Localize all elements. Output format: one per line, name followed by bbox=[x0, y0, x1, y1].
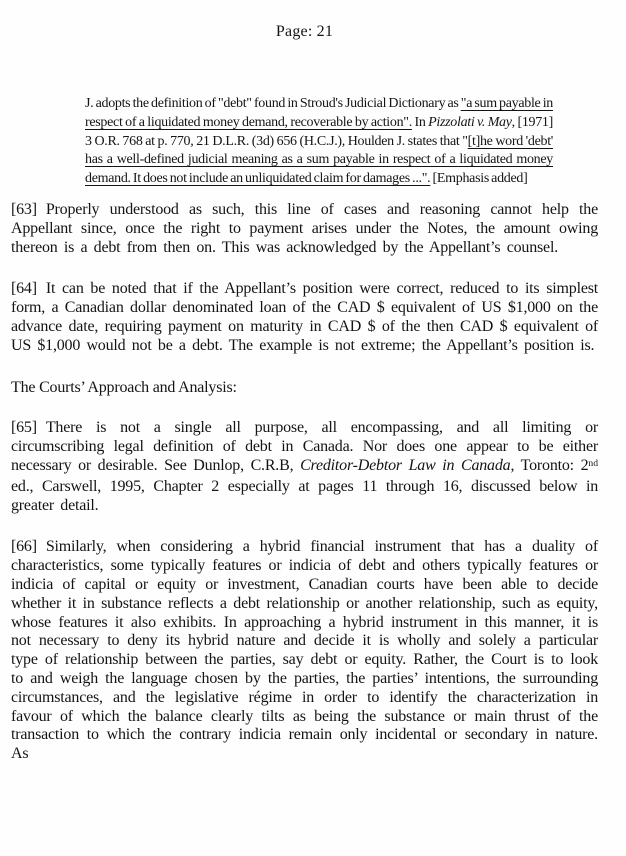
quote-text: In bbox=[411, 114, 429, 130]
quote-underlined-definition: "a sum payable in respect of a liquidated money demand, recoverable by action". bbox=[85, 96, 553, 130]
paragraph-number: [65] bbox=[11, 419, 37, 437]
paragraph-number: [63] bbox=[11, 200, 37, 218]
paragraph-text: Properly understood as such, this line of cases and reasoning cannot help the Appellant since, once the right to payment arises under the Notes, the amount owing thereon is a debt from then on. This was acknowledged by the Appellant’s counsel. bbox=[11, 200, 598, 256]
paragraph-63 bbox=[11, 201, 598, 257]
quote-text: , [1971] 3 O.R. 768 at p. 770, 21 D.L.R. (3d) 656 (H.C.J.), Houlden J. states that " bbox=[85, 114, 553, 149]
paragraph-text: It can be noted that if the Appellant’s position were correct, reduced to its simplest form, a Canadian dollar denominated loan of the CAD $ equivalent of US $1,000 on the advance date, requiring payment on maturity in CAD $ of the then CAD $ equivalent of US $1,000 would not be a debt. The example is not extreme; the Appellant’s position is. bbox=[11, 280, 598, 354]
quote-text: J. adopts the definition of "debt" found in Stroud's Judicial Dictionary as bbox=[85, 96, 461, 111]
paragraph-text: Similarly, when considering a hybrid financial instrument that has a duality of characteristics, some typically features or indicia of debt and others typically features or indicia of capital or equity or investment, Canadian courts have been able to decide whether it in substance reflects a debt relationship or another relationship, such as equity, whose features it also exhibits. In approaching a hybrid instrument in this manner, it is not necessary to deny its hybrid nature and decide it is wholly and solely a particular type of relationship between the parties, say debt or equity. Rather, the Court is to look to and weigh the language chosen by the parties, the parties’ intentions, the surrounding circumstances, and the legislative régime in order to identify the characterization in favour of which the balance clearly tilts as being the substance or main thrust of the transaction to which the contrary indicia remain only incidental or secondary in nature. As bbox=[11, 538, 598, 763]
section-heading: The Courts’ Approach and Analysis: bbox=[11, 378, 237, 396]
quote-underlined-houlden: [t]he word 'debt' has a well-defined judicial meaning as a sum payable in respect of a liquidated money demand. It does not include an unliquidated claim for damages ...". bbox=[85, 133, 553, 187]
paragraph-number: [66] bbox=[11, 538, 37, 556]
paragraph-text: ed., Carswell, 1995, Chapter 2 especially at pages 11 through 16, discussed below in greater detail. bbox=[11, 477, 598, 514]
quotation-block bbox=[85, 95, 553, 189]
paragraph-66 bbox=[11, 538, 598, 764]
ordinal-superscript: nd bbox=[588, 457, 598, 469]
paragraph-number: [64] bbox=[11, 280, 37, 298]
book-title-italic: Creditor-Debtor Law in Canada bbox=[300, 456, 511, 474]
case-citation-italic: Pizzolati v. May bbox=[428, 114, 512, 130]
paragraph-text: There is not a single all purpose, all encompassing, and all limiting or circumscribing legal definition of debt in Canada. Nor does one appear to be either necessary or desirable. See Dunlop, C.R.B, bbox=[11, 419, 598, 474]
paragraph-64 bbox=[11, 280, 598, 355]
paragraph-65 bbox=[11, 419, 598, 515]
emphasis-added-note: [Emphasis added] bbox=[430, 171, 528, 187]
page-number: Page: 21 bbox=[275, 23, 334, 40]
paragraph-text: , Toronto: 2 bbox=[510, 456, 589, 474]
